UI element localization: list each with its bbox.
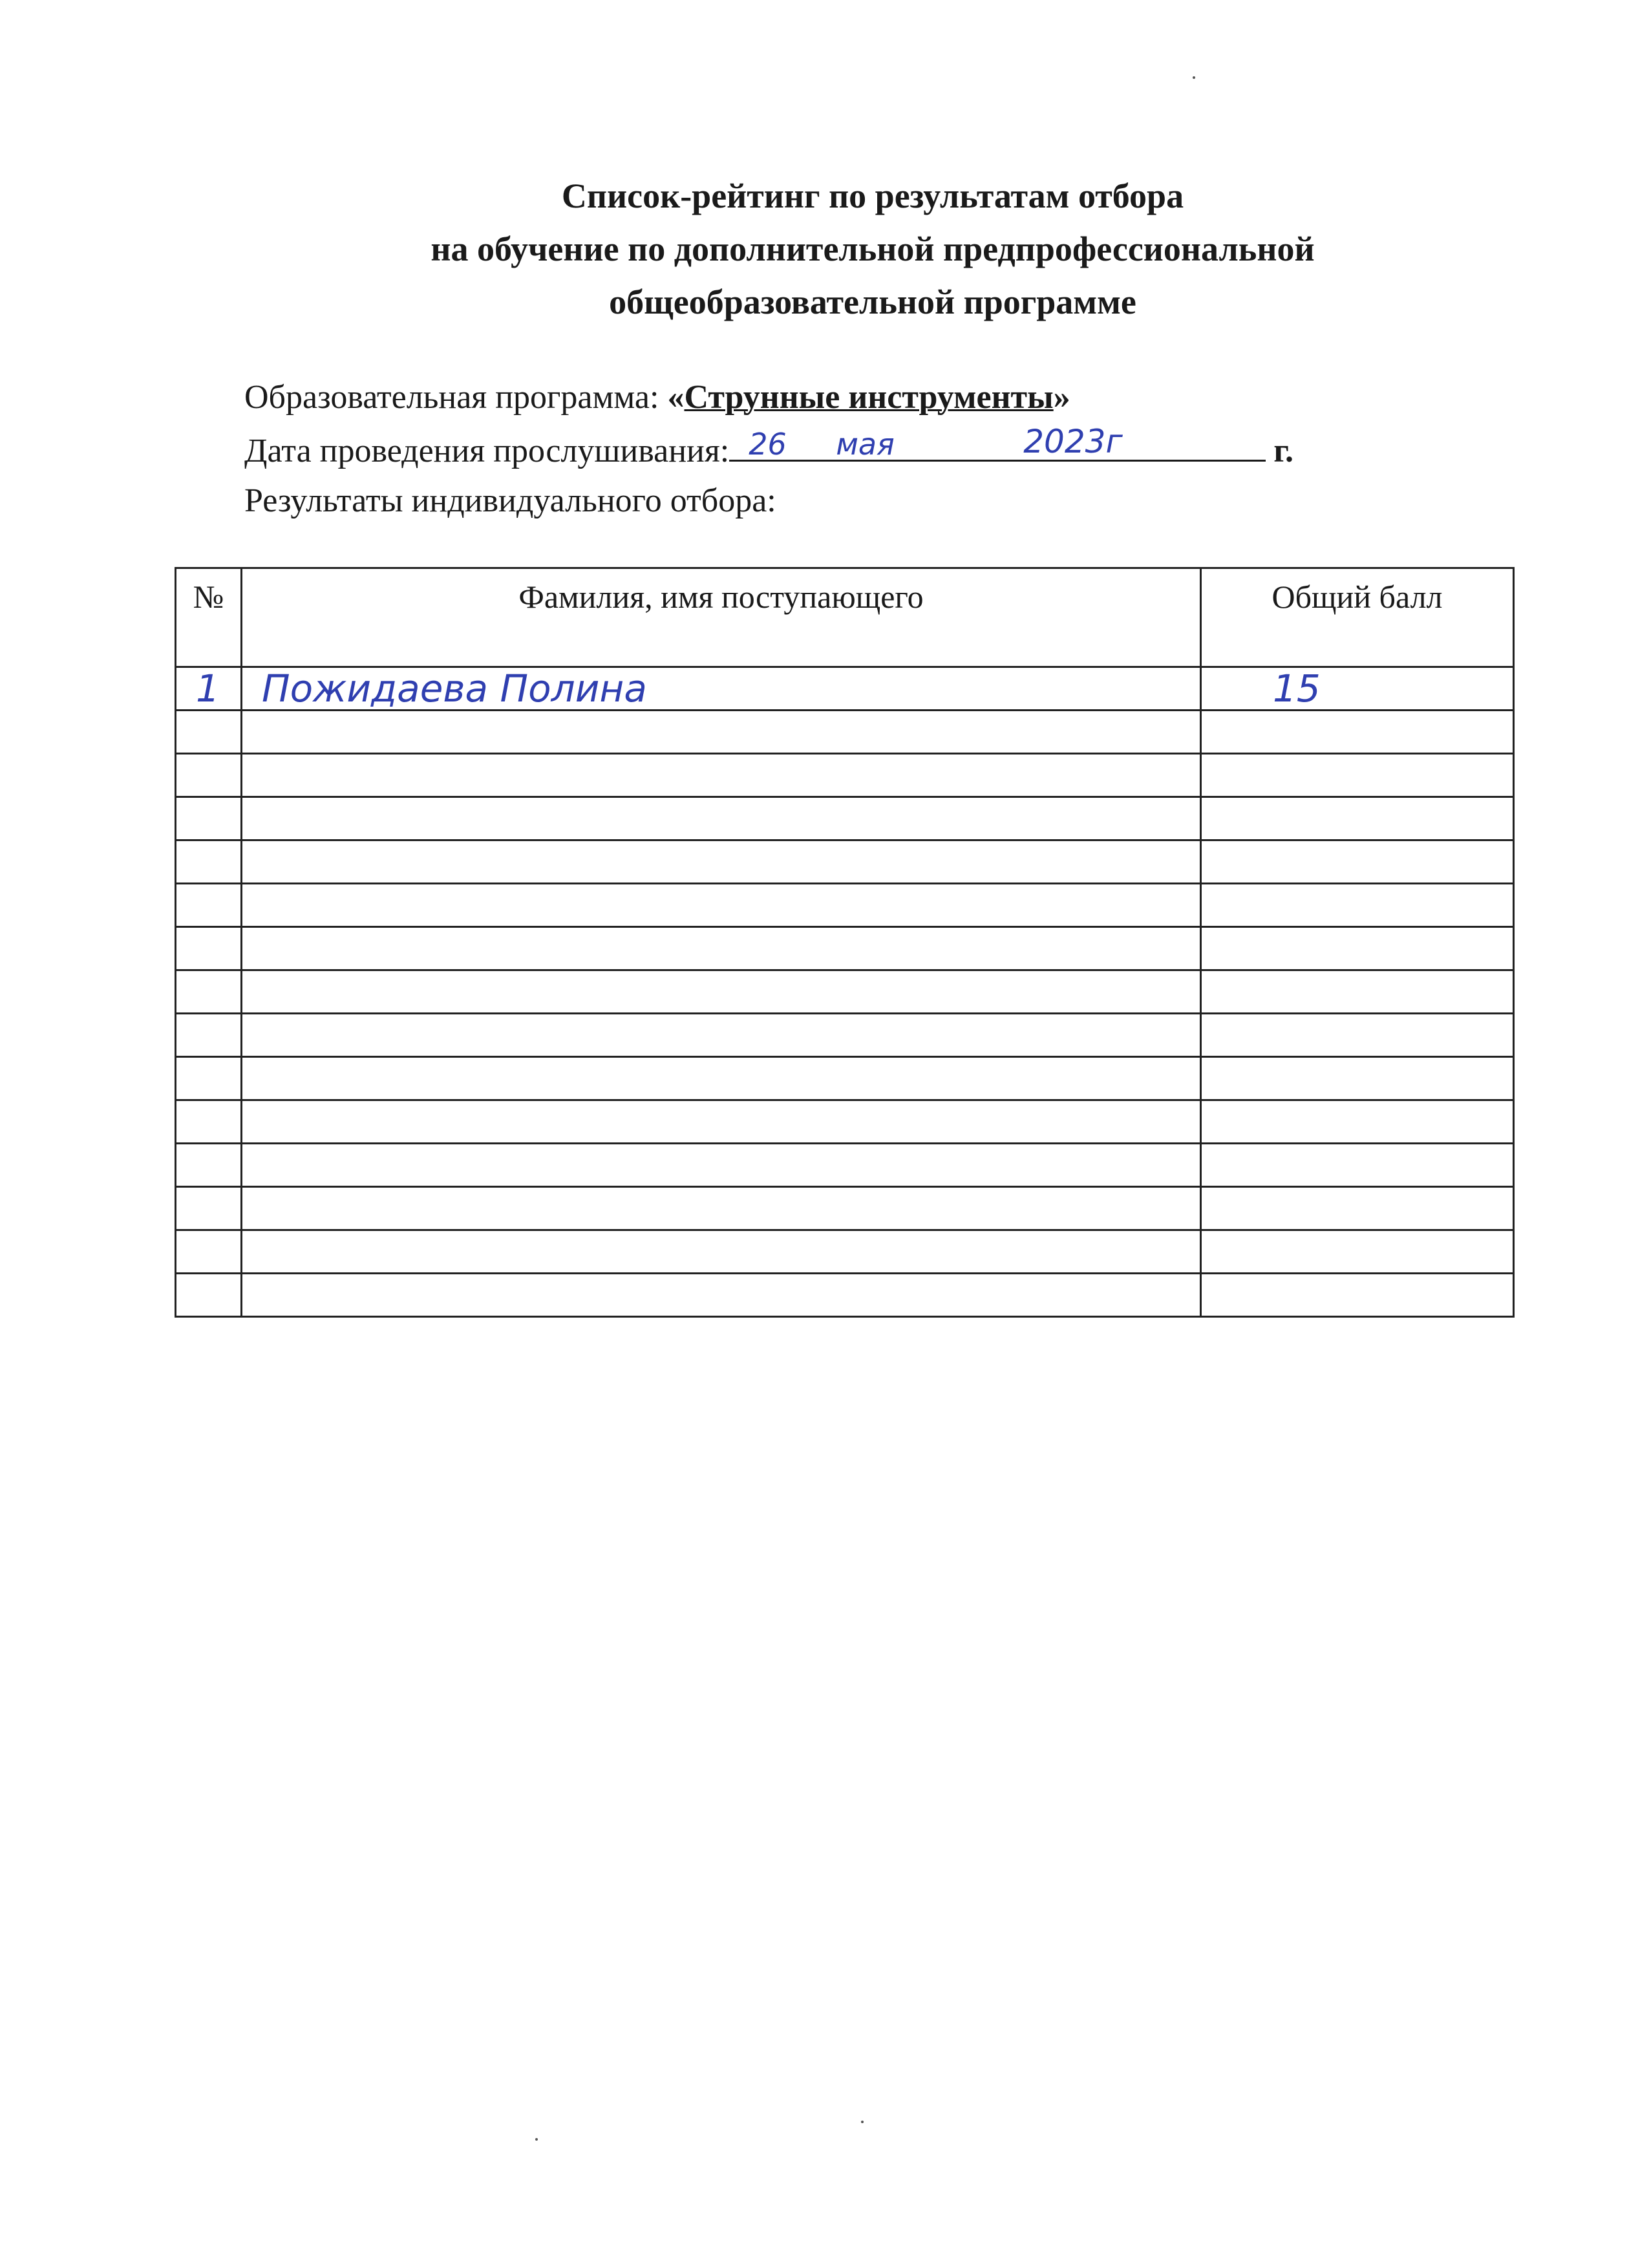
row-number: [176, 1187, 242, 1230]
row-score: [1201, 840, 1514, 884]
row-number: [176, 711, 242, 754]
row-name: [242, 1274, 1201, 1317]
table-row: [176, 667, 1514, 711]
row-number: [176, 840, 242, 884]
audition-date-year: 2023г: [1023, 423, 1123, 460]
row-number: [176, 1014, 242, 1057]
row-name: [242, 1100, 1201, 1144]
row-score: [1201, 754, 1514, 797]
table-body: [176, 667, 1514, 1317]
row-number: [176, 1100, 242, 1144]
row-name: Пожидаева Полина: [242, 667, 1201, 711]
header-score: Общий балл: [1201, 568, 1514, 667]
row-score: [1201, 884, 1514, 927]
table-row: [176, 1100, 1514, 1144]
table-row: [176, 927, 1514, 970]
row-name: [242, 1230, 1201, 1274]
audition-date-day: 26: [749, 427, 787, 462]
table-row: [176, 797, 1514, 840]
program-name: Струнные инструменты: [684, 379, 1054, 416]
results-table: [175, 567, 1515, 1318]
row-name: [242, 927, 1201, 970]
results-label: Результаты индивидуального отбора:: [244, 482, 776, 519]
row-name: [242, 754, 1201, 797]
row-name: [242, 1014, 1201, 1057]
row-name: [242, 1187, 1201, 1230]
results-table-container: [175, 567, 1513, 1318]
row-number: [176, 1274, 242, 1317]
row-score: [1201, 1144, 1514, 1187]
table-row: [176, 1230, 1514, 1274]
row-name: [242, 1057, 1201, 1100]
scan-speck: [535, 2138, 538, 2141]
row-score: [1201, 797, 1514, 840]
audition-date-suffix: г.: [1273, 433, 1293, 469]
audition-date-field: [729, 423, 1266, 462]
scan-speck: [1193, 76, 1195, 79]
row-score: [1201, 927, 1514, 970]
row-score: [1201, 1100, 1514, 1144]
row-score: [1201, 1187, 1514, 1230]
row-score: 15: [1201, 667, 1514, 711]
row-score: [1201, 1274, 1514, 1317]
program-close-quote: »: [1053, 379, 1070, 416]
row-number: [176, 1057, 242, 1100]
scan-speck: [861, 2121, 864, 2123]
row-score: [1201, 970, 1514, 1014]
row-name: [242, 1144, 1201, 1187]
row-number: [176, 1144, 242, 1187]
audition-date-month: мая: [836, 427, 895, 462]
table-row: [176, 884, 1514, 927]
row-number: [176, 927, 242, 970]
row-name: [242, 884, 1201, 927]
row-number: [176, 970, 242, 1014]
row-score: [1201, 711, 1514, 754]
row-score: [1201, 1014, 1514, 1057]
row-number: [176, 884, 242, 927]
audition-date-label: Дата проведения прослушивания:: [244, 433, 730, 469]
title-line-3: общеобразовательной программе: [609, 283, 1136, 321]
row-name: [242, 840, 1201, 884]
program-open-quote: «: [667, 379, 685, 416]
program-label: Образовательная программа:: [244, 379, 668, 416]
table-header-row: [176, 568, 1514, 667]
row-score: [1201, 1057, 1514, 1100]
row-name: [242, 797, 1201, 840]
table-row: [176, 1014, 1514, 1057]
program-line: [244, 378, 1070, 417]
table-row: [176, 754, 1514, 797]
row-number: [176, 754, 242, 797]
header-name: Фамилия, имя поступающего: [242, 568, 1201, 667]
row-number: [176, 797, 242, 840]
row-score: [1201, 1230, 1514, 1274]
table-row: [176, 711, 1514, 754]
header-number: №: [176, 568, 242, 667]
table-row: [176, 840, 1514, 884]
audition-date-line: [244, 423, 1293, 471]
document-title: [0, 169, 1649, 328]
table-row: [176, 1144, 1514, 1187]
table-row: [176, 970, 1514, 1014]
row-name: [242, 711, 1201, 754]
table-row: [176, 1057, 1514, 1100]
title-line-1: Список-рейтинг по результатам отбора: [561, 177, 1184, 215]
row-number: [176, 1230, 242, 1274]
title-line-2: на обучение по дополнительной предпрофессиональной: [431, 230, 1315, 268]
row-name: [242, 970, 1201, 1014]
table-row: [176, 1187, 1514, 1230]
table-row: [176, 1274, 1514, 1317]
row-number: 1: [176, 667, 242, 711]
